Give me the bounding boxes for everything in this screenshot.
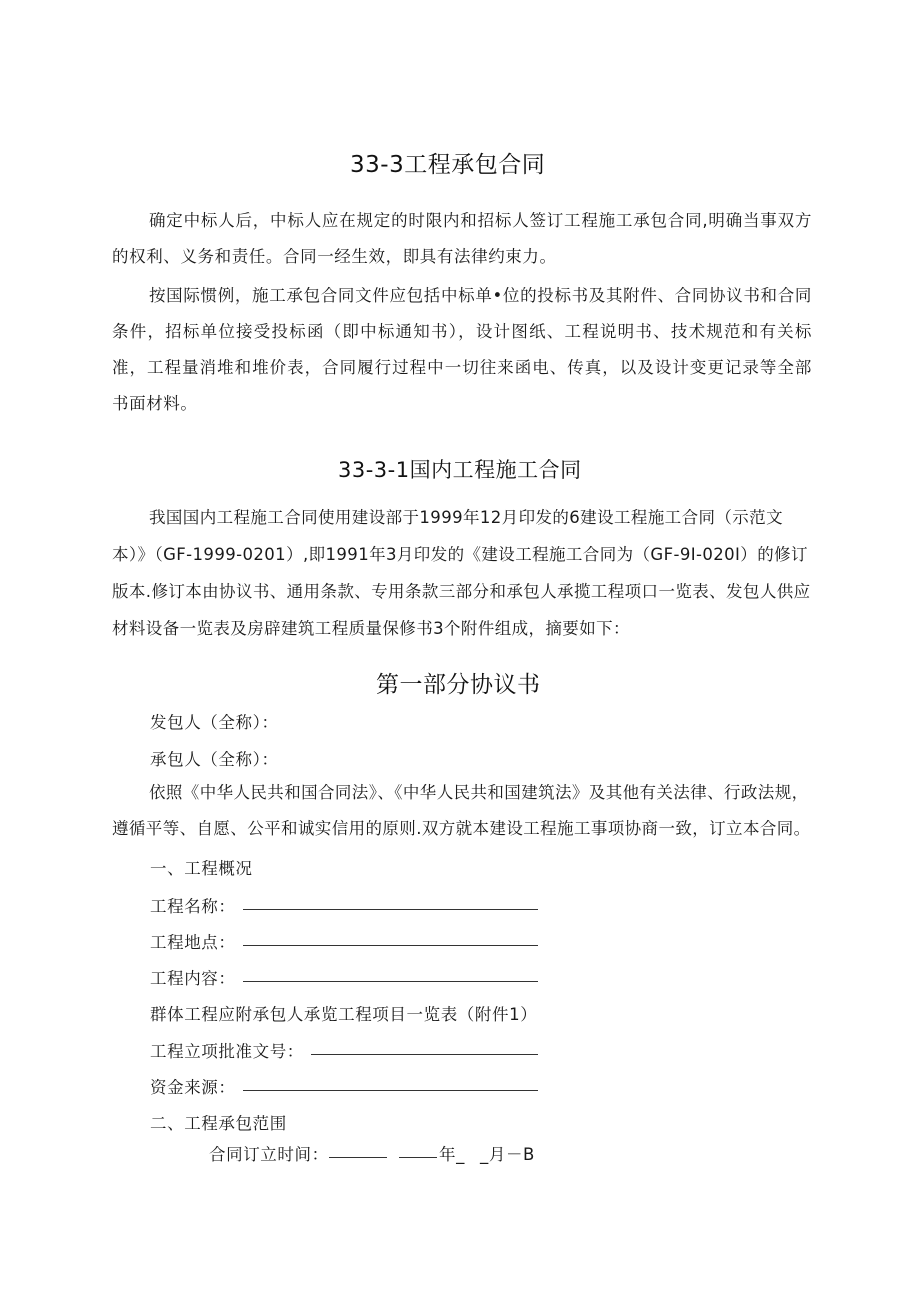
section-project-overview: 一、工程概况 [150,859,253,878]
part-title: 第一部分协议书 [376,672,541,698]
approval-number-blank [311,1054,538,1055]
intro-paragraph-2: 按国际惯例，施工承包合同文件应包括中标单•位的投标书及其附件、合同协议书和合同条件，招标单位接受投标函（即中标通知书），设计图纸、工程说明书、技术规范和有关标准，工程量消堆和堆价表，合同履行过程中一切往来函电、传真，以及设计变更记录等全部书面材料。 [112,286,812,413]
project-content-blank [243,981,538,982]
signing-blank-2 [399,1157,437,1158]
signing-month-label: _月－B [480,1145,535,1164]
project-location-label: 工程地点： [150,933,236,952]
project-name-label: 工程名称： [150,897,236,916]
fund-source-blank [243,1090,538,1091]
legal-basis-paragraph: 依照《中华人民共和国合同法》、《中华人民共和国建筑法》及其他有关法律、行政法规，遵循平等、自愿、公平和诚实信用的原则.双方就本建设工程施工事项协商一致，订立本合同。 [112,783,811,838]
domestic-contract-paragraph: 我国国内工程施工合同使用建设部于1999年12月印发的6建设工程施工合同（示范文本）》（GF-1999-0201）,即1991年3月印发的《建设工程施工合同为（GF-9I-020I）的修订版本.修订本由协议书、通用条款、专用条款三部分和承包人承揽工程项口一览表、发包人供应材料设备一览表及房辟建筑工程质量保修书3个附件组成，摘要如下： [112,508,811,638]
intro-paragraph-1: 确定中标人后，中标人应在规定的时限内和招标人签订工程施工承包合同,明确当事双方的权利、义务和责任。合同一经生效，即具有法律约束力。 [112,211,812,266]
fund-source-label: 资金来源： [150,1078,236,1097]
contractor-label: 承包人（全称）： [150,750,279,769]
section-subtitle: 33-3-1国内工程施工合同 [338,458,582,482]
project-name-blank [243,909,538,910]
group-project-note: 群体工程应附承包人承览工程项目一览表（附件1） [150,1005,538,1024]
signing-blank-1 [329,1157,387,1158]
section-contract-scope: 二、工程承包范围 [150,1114,287,1133]
project-content-label: 工程内容： [150,969,236,988]
signing-year-label: 年_ [439,1145,465,1164]
project-location-blank [243,945,538,946]
document-title: 33-3工程承包合同 [350,152,546,178]
signing-date-label: 合同订立时间： [209,1145,329,1164]
approval-number-label: 工程立项批准文号： [150,1042,304,1061]
employer-label: 发包人（全称）： [150,713,279,732]
